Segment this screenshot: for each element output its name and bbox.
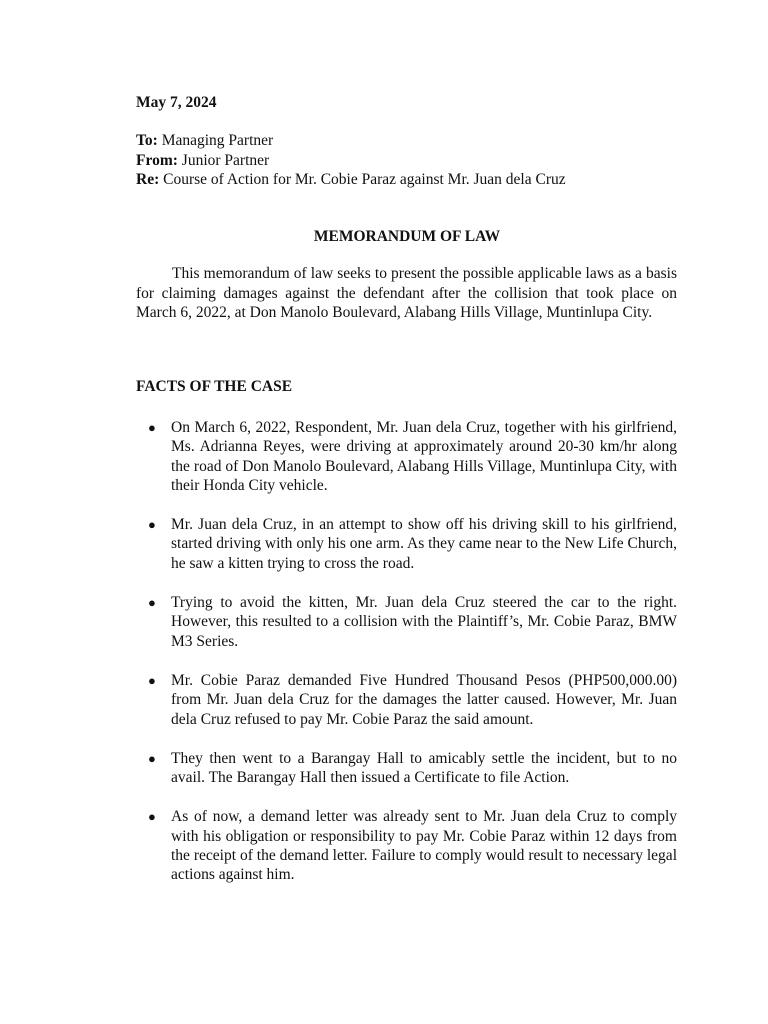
document-title: MEMORANDUM OF LAW — [313, 228, 501, 245]
fact-item — [136, 671, 677, 729]
fact-text: Mr. Juan dela Cruz, in an attempt to show off his driving skill to his girlfriend, started driving with only his one arm. As they came near to the New Life Church, he saw a kitten trying to cross the road. — [171, 516, 677, 572]
memo-header — [136, 131, 566, 190]
fact-item — [136, 418, 677, 495]
fact-item — [136, 749, 677, 788]
from-label: From: — [136, 151, 178, 169]
bullet-icon: ● — [148, 420, 156, 435]
memo-date: May 7, 2024 — [136, 94, 217, 111]
fact-text: On March 6, 2022, Respondent, Mr. Juan dela Cruz, together with his girlfriend, Ms. Adrianna Reyes, were driving at approximately around 20-30 km/hr along the road of Don Manolo Boulevard, Alabang Hills Village, Muntinlupa City, with their Honda City vehicle. — [171, 419, 677, 494]
from-line — [136, 151, 566, 171]
re-label: Re: — [136, 171, 160, 188]
bullet-icon: ● — [148, 595, 156, 611]
fact-text: Mr. Cobie Paraz demanded Five Hundred Thousand Pesos (PHP500,000.00) from Mr. Juan dela Cruz for the damages the latter caused. However, Mr. Juan dela Cruz refused to pay Mr. Cobie Paraz the said amount. — [171, 671, 677, 728]
to-line — [136, 131, 566, 151]
from-value: Junior Partner — [181, 151, 270, 169]
intro-paragraph: This memorandum of law seeks to present the possible applicable laws as a basis for claiming damages against the defendant after the collision that took place on March 6, 2022, at Don Manolo Boulevard, Alabang Hills Village, Muntinlupa City. — [136, 265, 677, 321]
bullet-icon: ● — [148, 672, 156, 688]
fact-item — [136, 515, 677, 573]
to-label: To: — [136, 132, 158, 149]
bullet-icon: ● — [148, 809, 156, 825]
fact-item — [136, 807, 677, 884]
fact-text: They then went to a Barangay Hall to amicably settle the incident, but to no avail. The Barangay Hall then issued a Certificate to file Action. — [171, 749, 677, 787]
fact-text: Trying to avoid the kitten, Mr. Juan dela Cruz steered the car to the right. However, this resulted to a collision with the Plaintiff’s, Mr. Cobie Paraz, BMW M3 Series. — [171, 594, 677, 650]
re-line — [136, 170, 566, 190]
to-value: Managing Partner — [161, 132, 274, 149]
bullet-icon: ● — [148, 517, 156, 533]
bullet-icon: ● — [148, 750, 156, 766]
facts-list — [136, 418, 677, 885]
fact-text: As of now, a demand letter was already sent to Mr. Juan dela Cruz to comply with his obligation or responsibility to pay Mr. Cobie Paraz within 12 days from the receipt of the demand letter. Failure to comply would result to necessary legal actions against him. — [171, 808, 677, 884]
re-value: Course of Action for Mr. Cobie Paraz against Mr. Juan dela Cruz — [163, 171, 566, 188]
fact-item — [136, 593, 677, 651]
facts-heading: FACTS OF THE CASE — [136, 378, 293, 395]
